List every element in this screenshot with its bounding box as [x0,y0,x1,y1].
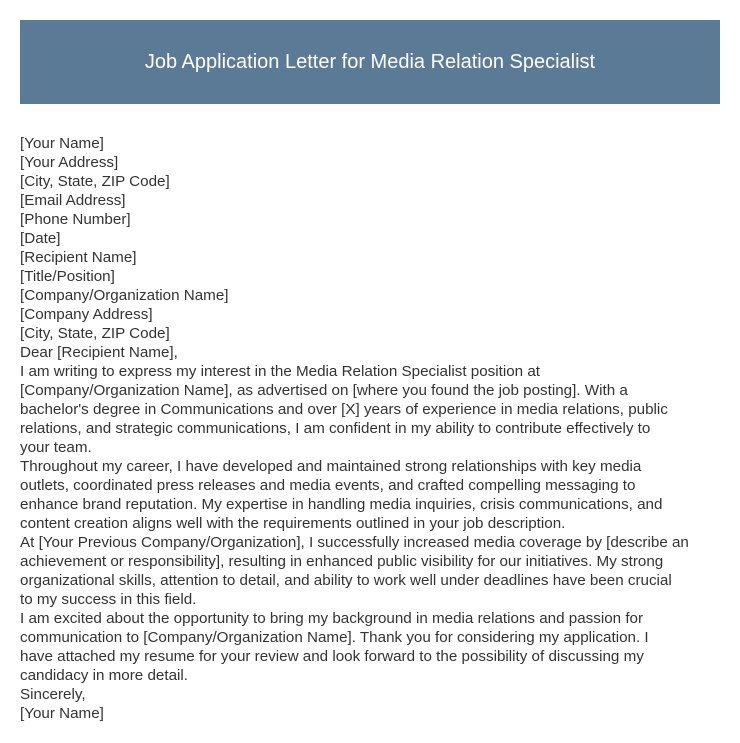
sender-city-state-zip: [City, State, ZIP Code] [20,173,170,190]
paragraph-line: At [Your Previous Company/Organization], I successfully increased media coverage by [describe an [20,534,689,551]
sender-email: [Email Address] [20,192,126,209]
recipient-title: [Title/Position] [20,268,115,285]
recipient-city-state-zip: [City, State, ZIP Code] [20,325,170,342]
paragraph-line: to my success in this field. [20,591,197,608]
paragraph-line: outlets, coordinated press releases and media events, and crafted compelling messaging to [20,477,636,494]
paragraph-closing-remarks [20,609,725,685]
paragraph-line: relations, and strategic communications, I am confident in my ability to contribute effectively to [20,420,651,437]
paragraph-line: [Company/Organization Name], as advertised on [where you found the job posting]. With a [20,382,628,399]
paragraph-achievement [20,533,725,609]
paragraph-line: achievement or responsibility], resulting in enhanced public visibility for our initiatives. My strong [20,553,664,570]
paragraph-line: organizational skills, attention to detail, and ability to work well under deadlines have been crucial [20,572,672,589]
sender-phone: [Phone Number] [20,211,131,228]
salutation: Dear [Recipient Name], [20,344,178,361]
page-title: Job Application Letter for Media Relation Specialist [144,51,596,73]
signature: [Your Name] [20,705,104,722]
paragraph-line: your team. [20,439,92,456]
paragraph-line: have attached my resume for your review and look forward to the possibility of discussing my [20,648,644,665]
paragraph-line: candidacy in more detail. [20,667,188,684]
closing: Sincerely, [20,686,86,703]
address-block [20,134,725,343]
recipient-company-address: [Company Address] [20,306,153,323]
paragraph-line: I am excited about the opportunity to bring my background in media relations and passion for [20,610,644,627]
recipient-company: [Company/Organization Name] [20,287,229,304]
paragraph-line: communication to [Company/Organization Name]. Thank you for considering my application. I [20,629,649,646]
paragraph-line: bachelor's degree in Communications and over [X] years of experience in media relations, public [20,401,668,418]
paragraph-line: content creation aligns well with the requirements outlined in your job description. [20,515,566,532]
paragraph-experience [20,457,725,533]
sender-address: [Your Address] [20,154,119,171]
paragraph-line: I am writing to express my interest in the Media Relation Specialist position at [20,363,540,380]
letter-body [20,134,725,723]
recipient-name: [Recipient Name] [20,249,137,266]
letter-date: [Date] [20,230,61,247]
letter-header [20,20,720,104]
paragraph-introduction [20,362,725,457]
paragraph-line: Throughout my career, I have developed and maintained strong relationships with key media [20,458,642,475]
sender-name: [Your Name] [20,135,104,152]
paragraph-line: enhance brand reputation. My expertise in handling media inquiries, crisis communications, and [20,496,663,513]
